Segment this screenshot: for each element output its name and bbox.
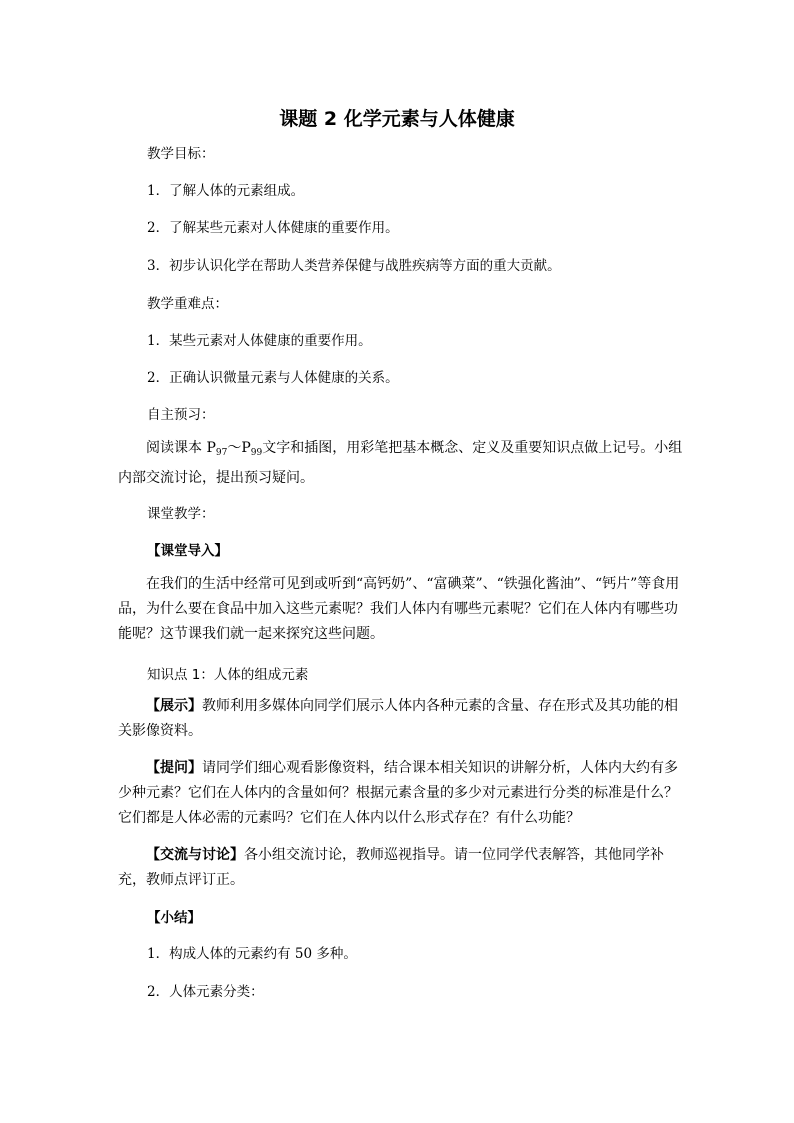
intro-label: 【课堂导入】 (147, 543, 228, 559)
question-text: 请同学们细心观看影像资料，结合课本相关知识的讲解分析，人体内大约有多少种元素？它们在人体内的含量如何？根据元素含量的多少对元素进行分类的标准是什么？它们都是人体必需的元素吗？它们在人体内以什么形式存在？有什么功能？ (118, 760, 678, 826)
goal-item: 1．了解人体的元素组成。 (147, 183, 305, 199)
preview-tilde: ～P (227, 440, 251, 456)
intro-paragraph: 在我们的生活中经常可见到或听到“高钙奶”、“富碘菜”、“铁强化酱油”、“钙片”等食用品，为什么要在食品中加入这些元素呢？我们人体内有哪些元素呢？它们在人体内有哪些功能呢？这节课我们就一起来探究这些问题。 (118, 576, 680, 642)
question-paragraph (118, 756, 690, 831)
key-points-heading: 教学重难点： (147, 296, 228, 312)
discuss-label: 【交流与讨论】 (146, 847, 244, 863)
summary-item: 1．构成人体的元素约有 50 多种。 (147, 946, 357, 962)
classroom-heading: 课堂教学： (147, 506, 215, 522)
show-paragraph (118, 694, 690, 744)
preview-paragraph (118, 436, 690, 491)
question-label: 【提问】 (146, 760, 202, 776)
show-text: 教师利用多媒体向同学们展示人体内各种元素的含量、存在形式及其功能的相关影像资料。 (118, 698, 678, 739)
preview-heading: 自主预习： (147, 407, 215, 423)
key-point-item: 2．正确认识微量元素与人体健康的关系。 (147, 370, 399, 386)
goal-item: 2．了解某些元素对人体健康的重要作用。 (147, 220, 399, 236)
discuss-paragraph (118, 843, 690, 893)
preview-page-start: 97 (215, 448, 228, 458)
preview-text-after: 文字和插图，用彩笔把基本概念、定义及重要知识点做上记号。小组内部交流讨论，提出预习疑问。 (118, 440, 683, 486)
goals-heading: 教学目标： (147, 146, 215, 162)
knowledge-point-heading: 知识点 1：人体的组成元素 (147, 667, 309, 683)
key-point-item: 1．某些元素对人体健康的重要作用。 (147, 333, 372, 349)
page-title: 课题 2 化学元素与人体健康 (279, 108, 515, 130)
discuss-text: 各小组交流讨论，教师巡视指导。请一位同学代表解答，其他同学补充，教师点评订正。 (118, 847, 664, 888)
preview-text-before: 阅读课本 P (146, 440, 216, 456)
summary-label: 【小结】 (147, 910, 201, 926)
summary-item: 2．人体元素分类： (147, 984, 264, 1000)
goal-item: 3．初步认识化学在帮助人类营养保健与战胜疾病等方面的重大贡献。 (147, 258, 561, 274)
preview-page-end: 99 (250, 448, 263, 458)
show-label: 【展示】 (146, 698, 202, 714)
